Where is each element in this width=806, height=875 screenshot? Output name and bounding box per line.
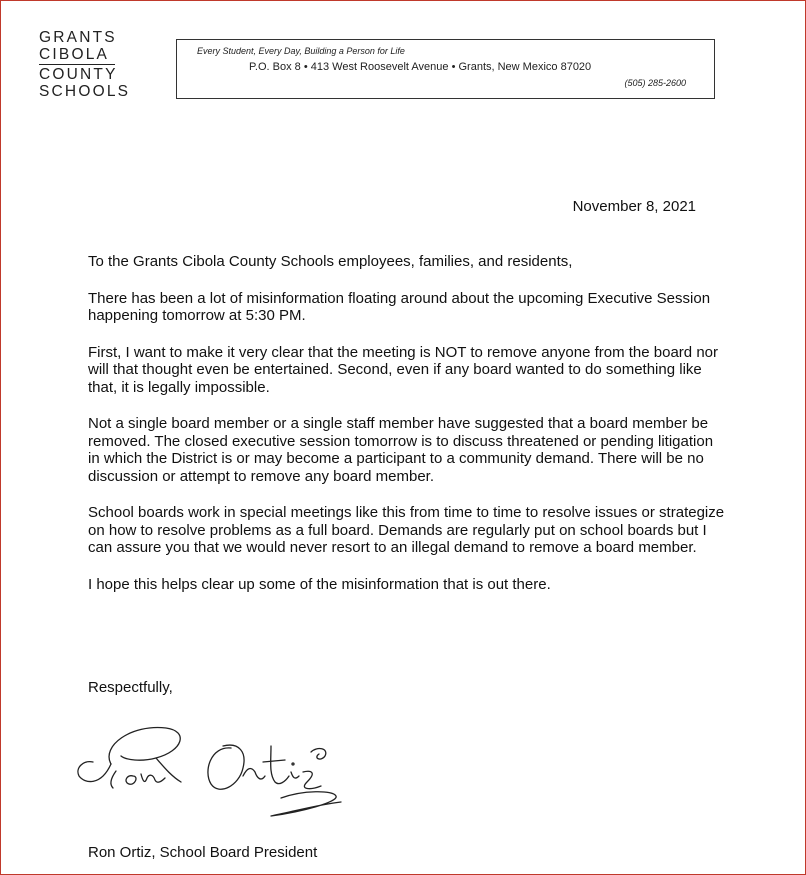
signer-name: Ron Ortiz, School Board President: [88, 844, 318, 861]
letterhead-motto: Every Student, Every Day, Building a Person for Life: [197, 46, 405, 56]
logo-line-2: CIBOLA: [39, 46, 110, 63]
paragraph-2: First, I want to make it very clear that the meeting is NOT to remove anyone from the board nor will that thought even be entertained. Second, even if any board wanted to do something like that, it is legally impossible.: [88, 343, 718, 396]
logo-rule: [39, 64, 115, 65]
logo-line-4: SCHOOLS: [39, 83, 131, 100]
letterhead-address: P.O. Box 8 • 413 West Roosevelt Avenue • Grants, New Mexico 87020: [249, 61, 592, 73]
letter-body: [88, 253, 728, 612]
paragraph-4: School boards work in special meetings like this from time to time to resolve issues or strategize on how to resolve problems as a full board. Demands are regularly put on school boards but I can assure you that we would never resort to an illegal demand to remove a board member.: [88, 504, 725, 556]
paragraph-5: I hope this helps clear up some of the misinformation that is out there.: [88, 575, 551, 593]
salutation: To the Grants Cibola County Schools employees, families, and residents,: [88, 253, 573, 270]
letter-date: November 8, 2021: [572, 198, 696, 215]
district-logo: [39, 29, 130, 100]
paragraph-1: There has been a lot of misinformation floating around about the upcoming Executive Session happening tomorrow at 5:30 PM.: [88, 289, 711, 324]
logo-line-3: COUNTY: [39, 66, 118, 83]
paragraph-3: Not a single board member or a single staff member have suggested that a board member be removed. The closed executive session tomorrow is to discuss threatened or pending litigation in which the District is or may become a participant to a community demand. There will be no discussion or attempt to remove any board member.: [88, 415, 714, 485]
logo-line-1: GRANTS: [39, 29, 117, 46]
closing: Respectfully,: [88, 679, 173, 696]
letterhead-box: [176, 39, 715, 99]
handwritten-signature: [71, 716, 351, 826]
letterhead-phone: (505) 285-2600: [624, 78, 686, 88]
